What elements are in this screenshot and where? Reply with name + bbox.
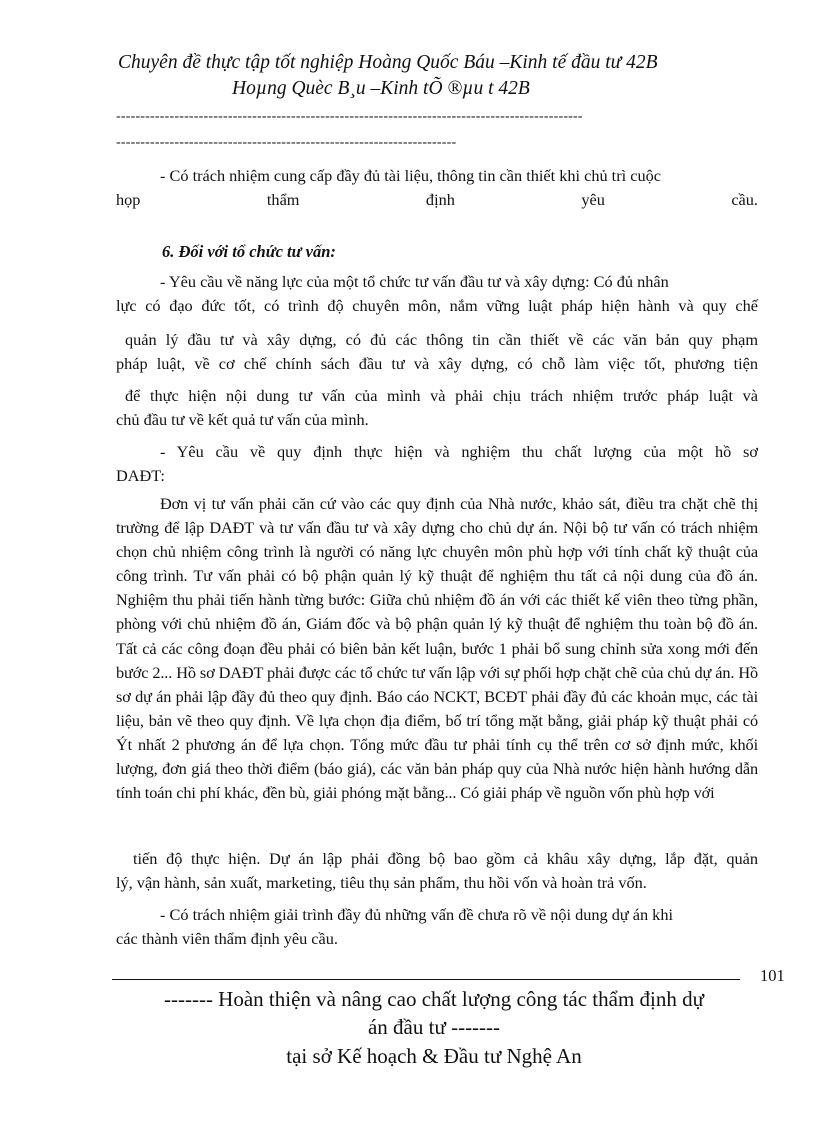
- footer-title-line-3: tại sở Kế hoạch & Đầu tư Nghệ An: [286, 1044, 582, 1068]
- paragraph-2: [116, 270, 758, 318]
- paragraph-5: [116, 903, 758, 951]
- header-title: Chuyên đề thực tập tốt nghiệp Hoàng Quốc Báu –Kinh tế đầu tư 42B: [118, 52, 658, 73]
- p5-line-1: - Có trách nhiệm giải trình đầy đủ những vấn đề chưa rõ về nội dung dự án khi: [160, 905, 673, 924]
- p2-line-4: pháp luật, về cơ chế chính sách đầu tư và xây dựng, có chỗ làm việc tốt, phương tiện: [116, 354, 758, 374]
- p2-line-1: - Yêu cầu về năng lực của một tổ chức tư vấn đầu tư và xây dựng: Có đủ nhân: [160, 272, 669, 291]
- paragraph-2-cont: [116, 328, 758, 376]
- p1-line-1: - Có trách nhiệm cung cấp đầy đủ tài liệu, thông tin cần thiết khi chủ trì cuộc: [160, 166, 661, 185]
- p2-line-2: lực có đạo đức tốt, có trình độ chuyên môn, nắm vững luật pháp hiện hành và quy chế: [116, 296, 758, 316]
- paragraph-4-end: [116, 847, 758, 895]
- footer-rule: [112, 979, 740, 980]
- p4-line-2: tiến độ thực hiện. Dự án lập phải đồng bộ bao gồm cả khâu xây dựng, lắp đặt, quản: [133, 849, 758, 868]
- page-number: 101: [760, 966, 785, 985]
- p3-line-2: DAĐT:: [116, 466, 165, 486]
- p5-line-2: các thành viên thẩm định yêu cầu.: [116, 929, 338, 949]
- p2-line-6: chủ đầu tư về kết quả tư vấn của mình.: [116, 410, 369, 430]
- footer-title-line-1: ------- Hoàn thiện và nâng cao chất lượng công tác thẩm định dự: [163, 987, 704, 1011]
- p1-line-2: họp thẩm định yêu cầu.: [116, 190, 758, 210]
- header-rule-1: ------------------------------------------------------------------------------------------------: [116, 109, 583, 124]
- p4-line-3: lý, vận hành, sản xuất, marketing, tiêu thụ sản phẩm, thu hồi vốn và hoàn trả vốn.: [116, 873, 647, 893]
- footer-title-line-2: án đầu tư -------: [367, 1015, 501, 1039]
- p2-line-5: để thực hiện nội dung tư vấn của mình và phải chịu trách nhiệm trước pháp luật và: [125, 386, 758, 405]
- p3-line-1: - Yêu cầu về quy định thực hiện và nghiệm thu chất lượng của một hồ sơ: [160, 442, 758, 461]
- p2-line-3: quản lý đầu tư và xây dựng, có đủ các thông tin cần thiết về các văn bản quy phạm: [125, 330, 758, 349]
- paragraph-3: [116, 440, 758, 488]
- paragraph-1: [116, 164, 758, 212]
- section-heading: 6. Đối với tổ chức tư vấn:: [162, 242, 336, 261]
- header-title-garbled: Hoµng Quèc B¸u –Kinh tÕ ®µu t 42B: [232, 78, 530, 99]
- paragraph-2-end: [116, 384, 758, 432]
- header-rule-2: ----------------------------------------------------------------------: [116, 135, 457, 150]
- paragraph-4: Đơn vị tư vấn phải căn cứ vào các quy định của Nhà nước, khảo sát, điều tra chặt chẽ thị trường để lập DAĐT và tư vấn đầu tư và xây dựng cho chủ dự án. Nội bộ tư vấn có trách nhiệm chọn chủ nhiệm công trình là người có năng lực chuyên môn phù hợp với tính chất kỹ thuật của công trình. Tư vấn phải có bộ phận quản lý kỹ thuật để nghiệm thu tất cả nội dung của đồ án. Nghiệm thu phải tiến hành từng bước: Giữa chủ nhiệm đồ án với các thiết kế viên theo từng phần, phòng với chủ nhiệm đồ án, Giám đốc và bộ phận quản lý kỹ thuật để nghiệm thu toàn bộ đồ án. Tất cả các công đoạn đều phải có biên bản kết luận, bước 1 phải bổ sung chỉnh sửa xong mới đến bước 2... Hồ sơ DAĐT phải được các tổ chức tư vấn lập với sự phối hợp chặt chẽ của chủ dự án. Hồ sơ dự án phải lập đầy đủ theo quy định. Báo cáo NCKT, BCĐT phải đầy đủ các khoản mục, các tài liệu, bản vẽ theo quy định. Về lựa chọn địa điểm, bố trí tổng mặt bằng, giải pháp kỹ thuật phải có Ýt nhất 2 phương án để lựa chọn. Tổng mức đầu tư phải tính cụ thể trên cơ sở định mức, khối lượng, đơn giá theo thời điểm (báo giá), các văn bản pháp quy của Nhà nước hiện hành hướng dẫn tính toán chi phí khác, đền bù, giải phóng mặt bằng... Có giải pháp về nguồn vốn phù hợp với: [116, 494, 758, 803]
